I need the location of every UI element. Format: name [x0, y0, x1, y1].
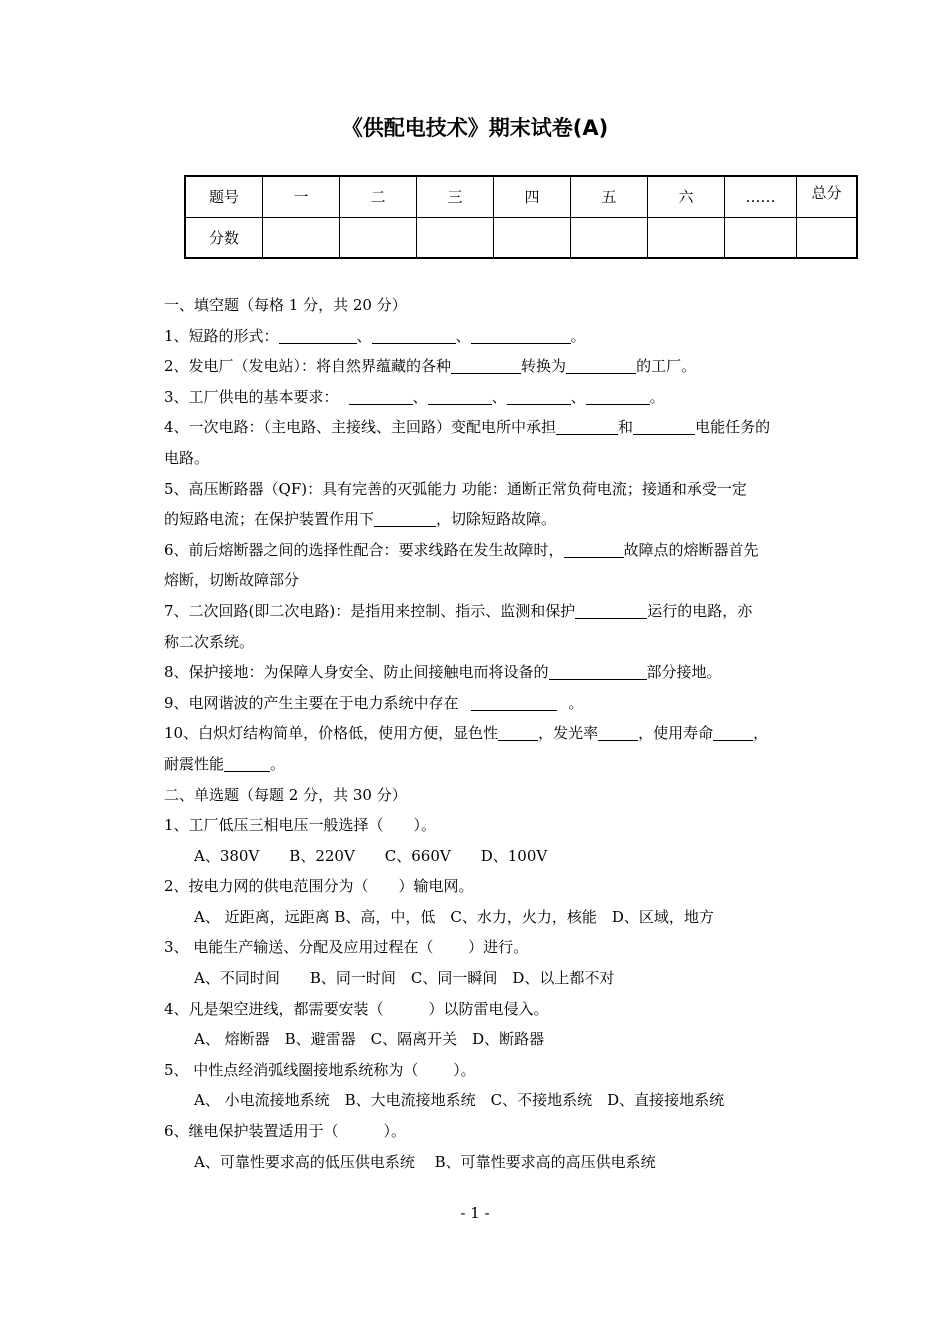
- answer-blank[interactable]: [498, 721, 538, 741]
- answer-blank[interactable]: [349, 385, 413, 405]
- answer-blank[interactable]: [575, 599, 647, 619]
- section-fill-heading: 一、填空题（每格 1 分，共 20 分）: [164, 296, 407, 314]
- score-row-label: 分数: [185, 217, 263, 258]
- answer-blank[interactable]: [451, 354, 521, 374]
- header-cell-3: 三: [417, 176, 494, 217]
- fill-question-4-cont: 电路。: [164, 448, 210, 467]
- fill-question-10: [164, 718, 856, 749]
- fill-question-9: [164, 688, 856, 719]
- header-cell-question-no: 题号: [185, 176, 263, 217]
- answer-blank[interactable]: [549, 660, 647, 680]
- single-question-6-options: A、可靠性要求高的低压供电系统 B、可靠性要求高的高压供电系统: [194, 1152, 656, 1171]
- single-question-1: 1、工厂低压三相电压一般选择（ ）。: [164, 816, 437, 835]
- answer-blank[interactable]: [471, 691, 557, 711]
- single-question-3: 3、 电能生产输送、分配及应用过程在（ ）进行。: [164, 938, 529, 957]
- score-table-header-row: [185, 176, 857, 217]
- question-text: 2、发电厂（发电站）：将自然界蕴藏的各种: [164, 357, 452, 376]
- separator: 。: [570, 326, 586, 345]
- score-input-cell[interactable]: [797, 217, 858, 258]
- score-input-cell[interactable]: [340, 217, 417, 258]
- question-text: ，使用寿命: [638, 724, 714, 743]
- score-table: [184, 175, 858, 259]
- question-text: 7、二次回路(即二次电路)：是指用来控制、指示、监测和保护: [164, 601, 576, 620]
- separator: 。: [270, 754, 286, 773]
- fill-question-7-cont: 称二次系统。: [164, 632, 255, 651]
- header-cell-5: 五: [571, 176, 648, 217]
- question-text: ，切除短路故障。: [436, 510, 557, 529]
- exam-content: [164, 290, 856, 1177]
- separator: 。: [568, 693, 584, 712]
- question-text: 和: [618, 418, 634, 437]
- header-cell-2: 二: [340, 176, 417, 217]
- single-question-5: 5、 中性点经消弧线圈接地系统称为（ ）。: [164, 1060, 476, 1079]
- separator: 、: [356, 326, 372, 345]
- answer-blank[interactable]: [556, 415, 618, 435]
- question-text: 运行的电路，亦: [647, 601, 753, 620]
- separator: 、: [412, 387, 428, 406]
- answer-blank[interactable]: [586, 385, 650, 405]
- question-text: 6、前后熔断器之间的选择性配合：要求线路在发生故障时，: [164, 540, 564, 559]
- header-cell-ellipsis: ……: [725, 176, 797, 217]
- score-input-cell[interactable]: [725, 217, 797, 258]
- question-text: 9、电网谐波的产生主要在于电力系统中存在: [164, 693, 459, 712]
- fill-question-2: [164, 351, 856, 382]
- question-text: 电能任务的: [695, 418, 771, 437]
- answer-blank[interactable]: [566, 354, 636, 374]
- score-input-cell[interactable]: [648, 217, 725, 258]
- single-question-4-options: A、 熔断器 B、避雷器 C、隔离开关 D、断路器: [194, 1030, 545, 1049]
- fill-question-10-cont: [164, 749, 856, 780]
- single-question-5-options: A、 小电流接地系统 B、大电流接地系统 C、不接地系统 D、直接接地系统: [194, 1091, 725, 1110]
- answer-blank[interactable]: [372, 324, 456, 344]
- fill-question-5-cont: [164, 504, 856, 535]
- fill-question-4: [164, 412, 856, 443]
- answer-blank[interactable]: [374, 507, 436, 527]
- single-question-4: 4、凡是架空进线，都需要安装（ ）以防雷电侵入。: [164, 999, 549, 1018]
- fill-question-6: [164, 535, 856, 566]
- single-question-3-options: A、不同时间 B、同一时间 C、同一瞬间 D、以上都不对: [194, 969, 615, 988]
- answer-blank[interactable]: [598, 721, 638, 741]
- answer-blank[interactable]: [224, 752, 270, 772]
- answer-blank[interactable]: [564, 538, 624, 558]
- page-number: - 1 -: [460, 1204, 490, 1222]
- header-cell-6: 六: [648, 176, 725, 217]
- question-text: 10、白炽灯结构简单，价格低，使用方便，显色性: [164, 724, 499, 743]
- score-input-cell[interactable]: [494, 217, 571, 258]
- single-question-6: 6、继电保护装置适用于（ ）。: [164, 1122, 407, 1141]
- question-text: 耐震性能: [164, 754, 225, 773]
- exam-title: 《供配电技术》期末试卷(A): [341, 116, 609, 140]
- answer-blank[interactable]: [471, 324, 571, 344]
- answer-blank[interactable]: [507, 385, 571, 405]
- answer-blank[interactable]: [713, 721, 753, 741]
- question-text: 3、工厂供电的基本要求：: [164, 387, 339, 406]
- question-text: 的短路电流；在保护装置作用下: [164, 510, 375, 529]
- header-cell-total: 总分: [797, 176, 858, 217]
- question-text: 故障点的熔断器首先: [623, 540, 759, 559]
- fill-question-7: [164, 596, 856, 627]
- fill-question-8: [164, 657, 856, 688]
- answer-blank[interactable]: [428, 385, 492, 405]
- score-input-cell[interactable]: [417, 217, 494, 258]
- fill-question-5: 5、高压断路器（QF)：具有完善的灭弧能力 功能：通断正常负荷电流；接通和承受一定: [164, 479, 747, 498]
- single-question-2: 2、按电力网的供电范围分为（ ）输电网。: [164, 877, 474, 896]
- score-input-cell[interactable]: [263, 217, 340, 258]
- score-table-score-row: [185, 217, 857, 258]
- question-text: 转换为: [521, 357, 567, 376]
- header-cell-4: 四: [494, 176, 571, 217]
- question-text: 1、短路的形式：: [164, 326, 279, 345]
- separator: 、: [455, 326, 471, 345]
- fill-question-1: [164, 321, 856, 352]
- section-single-heading: 二、单选题（每题 2 分，共 30 分）: [164, 785, 407, 804]
- answer-blank[interactable]: [633, 415, 695, 435]
- question-text: 的工厂。: [636, 357, 697, 376]
- fill-question-6-cont: 熔断，切断故障部分: [164, 571, 300, 590]
- separator: ，: [753, 724, 769, 743]
- fill-question-3: [164, 382, 856, 413]
- question-text: 8、保护接地：为保障人身安全、防止间接触电而将设备的: [164, 663, 549, 682]
- separator: 。: [649, 387, 665, 406]
- single-question-1-options: A、380V B、220V C、660V D、100V: [194, 846, 548, 865]
- score-input-cell[interactable]: [571, 217, 648, 258]
- single-question-2-options: A、 近距离，远距离 B、高，中，低 C、水力，火力，核能 D、区域，地方: [194, 907, 714, 926]
- question-text: 4、一次电路：（主电路、主接线、主回路）变配电所中承担: [164, 418, 557, 437]
- separator: 、: [491, 387, 507, 406]
- question-text: ，发光率: [538, 724, 599, 743]
- question-text: 部分接地。: [646, 663, 722, 682]
- answer-blank[interactable]: [279, 324, 357, 344]
- header-cell-1: 一: [263, 176, 340, 217]
- separator: 、: [570, 387, 586, 406]
